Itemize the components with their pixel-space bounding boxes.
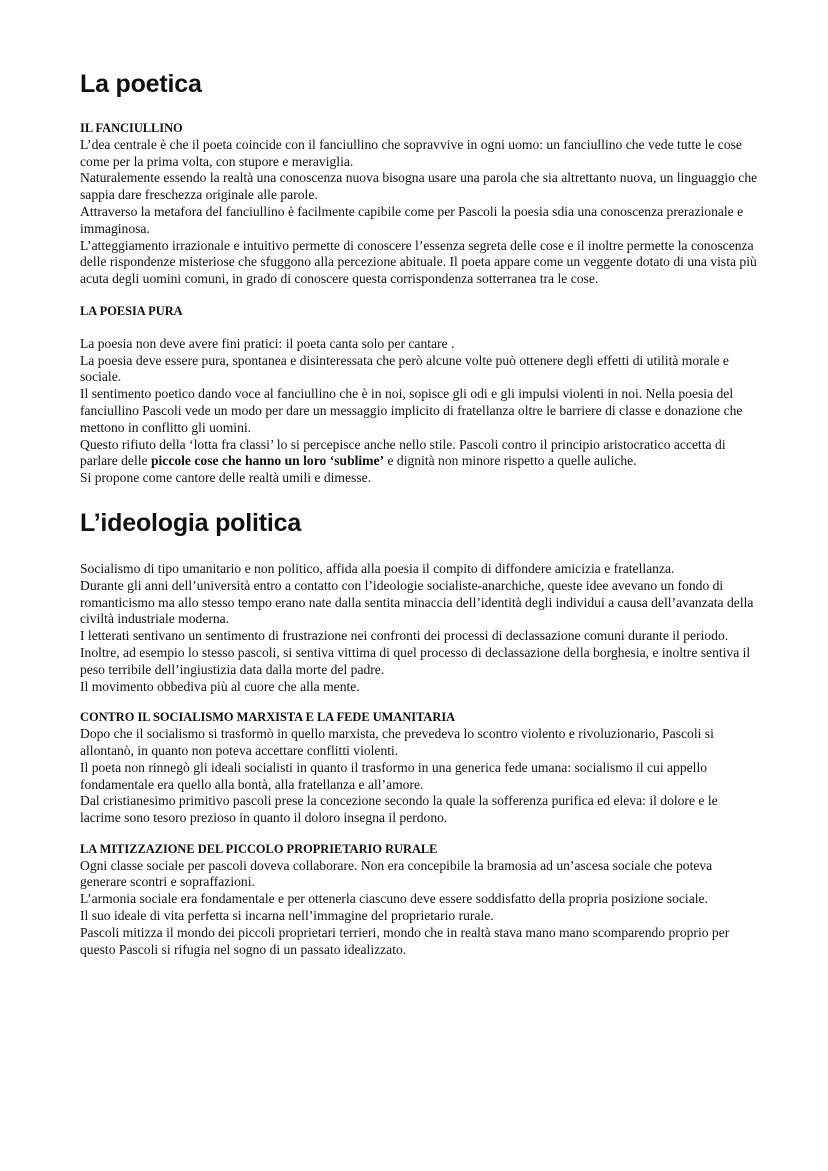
paragraph: Dal cristianesimo primitivo pascoli prese la concezione secondo la quale la sofferenza purifica ed eleva: il dolore e le lacrime sono tesoro prezioso in quanto il doloro insegna il perdono. — [80, 793, 718, 826]
paragraph: Il suo ideale di vita perfetta si incarna nell’immagine del proprietario rurale. — [80, 908, 494, 924]
paragraph: L’atteggiamento irrazionale e intuitivo permette di conoscere l’essenza segreta delle cose e il inoltre permette la conoscenza delle rispondenze misteriose che sfuggono alla percezione abituale. Il poeta appare come un veggente dotato di una vista più acuta degli uomini comuni, in grado di conoscere questa corrispondenza sotterranea tra le cose. — [80, 237, 757, 287]
paragraph-text: e dignità non minore rispetto a quelle auliche. — [384, 453, 637, 469]
subheading-fanciullino: IL FANCIULLINO — [80, 121, 183, 135]
paragraph: La poesia deve essere pura, spontanea e disinteressata che però alcune volte può ottenere degli effetti di utilità morale e sociale. — [80, 352, 729, 385]
paragraph: Si propone come cantore delle realtà umili e dimesse. — [80, 470, 372, 486]
bold-phrase: piccole cose che hanno un loro ‘sublime’ — [150, 453, 385, 469]
subheading-mitizzazione: LA MITIZZAZIONE DEL PICCOLO PROPRIETARIO RURALE — [80, 841, 438, 856]
paragraph: Socialismo di tipo umanitario e non politico, affida alla poesia il compito di diffondere amicizia e fratellanza. — [80, 560, 675, 576]
section-title-ideologia: L’ideologia politica — [80, 508, 302, 537]
paragraph: Dopo che il socialismo si trasformò in quello marxista, che prevedeva lo scontro violento e rivoluzionario, Pascoli si allontanò, in quanto non poteva accettare conflitti violenti. — [80, 726, 714, 758]
paragraph: Attraverso la metafora del fanciullino è facilmente capibile come per Pascoli la poesia sdia una conoscenza prerazionale e immaginosa. — [80, 203, 744, 236]
paragraph-text: Questo rifiuto della ‘lotta fra classi’ lo si percepisce anche nello stile. Pascoli contro il principio aristocratico accetta di parlare delle — [80, 436, 726, 469]
subheading-contro-socialismo: CONTRO IL SOCIALISMO MARXISTA E LA FEDE UMANITARIA — [80, 710, 456, 725]
paragraph: Ogni classe sociale per pascoli doveva collaborare. Non era concepibile la bramosia ad un’ascesa sociale che poteva generare scontri e sopraffazioni. — [80, 857, 713, 890]
paragraph-mixed — [80, 437, 760, 471]
paragraph: L’armonia sociale era fondamentale e per ottenerla ciascuno deve essere soddisfatto della propria posizione sociale. — [80, 891, 708, 907]
paragraph: Pascoli mitizza il mondo dei piccoli proprietari terrieri, mondo che in realtà stava mano mano scomparendo proprio per questo Pascoli si rifugia nel sogno di un passato idealizzato. — [80, 924, 730, 957]
subheading-poesia-pura: LA POESIA PURA — [80, 303, 183, 318]
paragraph: Il sentimento poetico dando voce al fanciullino che è in noi, sopisce gli odi e gli impulsi violenti in noi. Nella poesia del fanciullino Pascoli vede un modo per dare un messaggio implicito di fratellanza oltre le barriere di classe e donazione che mettono in conflitto gli uomini. — [80, 386, 743, 435]
paragraph: Inoltre, ad esempio lo stesso pascoli, si sentiva vittima di quel processo di declassazione della borghesia, e inoltre sentiva il peso terribile dell’ingiustizia data dalla morte del padre. — [80, 644, 751, 677]
paragraph: Il movimento obbediva più al cuore che alla mente. — [80, 678, 360, 694]
paragraph: L’dea centrale è che il poeta coincide con il fanciullino che sopravvive in ogni uomo: un fanciullino che vede tutte le cose come per la prima volta, con stupore e meraviglia. — [80, 136, 742, 169]
paragraph: La poesia non deve avere fini pratici: il poeta canta solo per cantare . — [80, 335, 455, 351]
section-title-poetica: La poetica — [80, 70, 202, 98]
paragraph: I letterati sentivano un sentimento di frustrazione nei confronti dei processi di declassazione comuni durante il periodo. — [80, 628, 729, 644]
document-body — [80, 68, 760, 958]
paragraph: Durante gli anni dell’università entro a contatto con l’ideologie socialiste-anarchiche, queste idee avevano un fondo di romanticismo ma allo stesso tempo erano nate dalla sentita minaccia dell’identità degli individui a causa dell’avanzata della civiltà industriale moderna. — [80, 577, 754, 627]
paragraph: Naturalemente essendo la realtà una conoscenza nuova bisogna usare una parola che sia altrettanto nuova, un linguaggio che sappia dare freschezza originale alle parole. — [80, 170, 758, 203]
paragraph: Il poeta non rinnegò gli ideali socialisti in quanto il trasformo in una generica fede umana: socialismo il cui appello fondamentale era quello alla bontà, alla fratellanza e all’amore. — [80, 759, 708, 792]
